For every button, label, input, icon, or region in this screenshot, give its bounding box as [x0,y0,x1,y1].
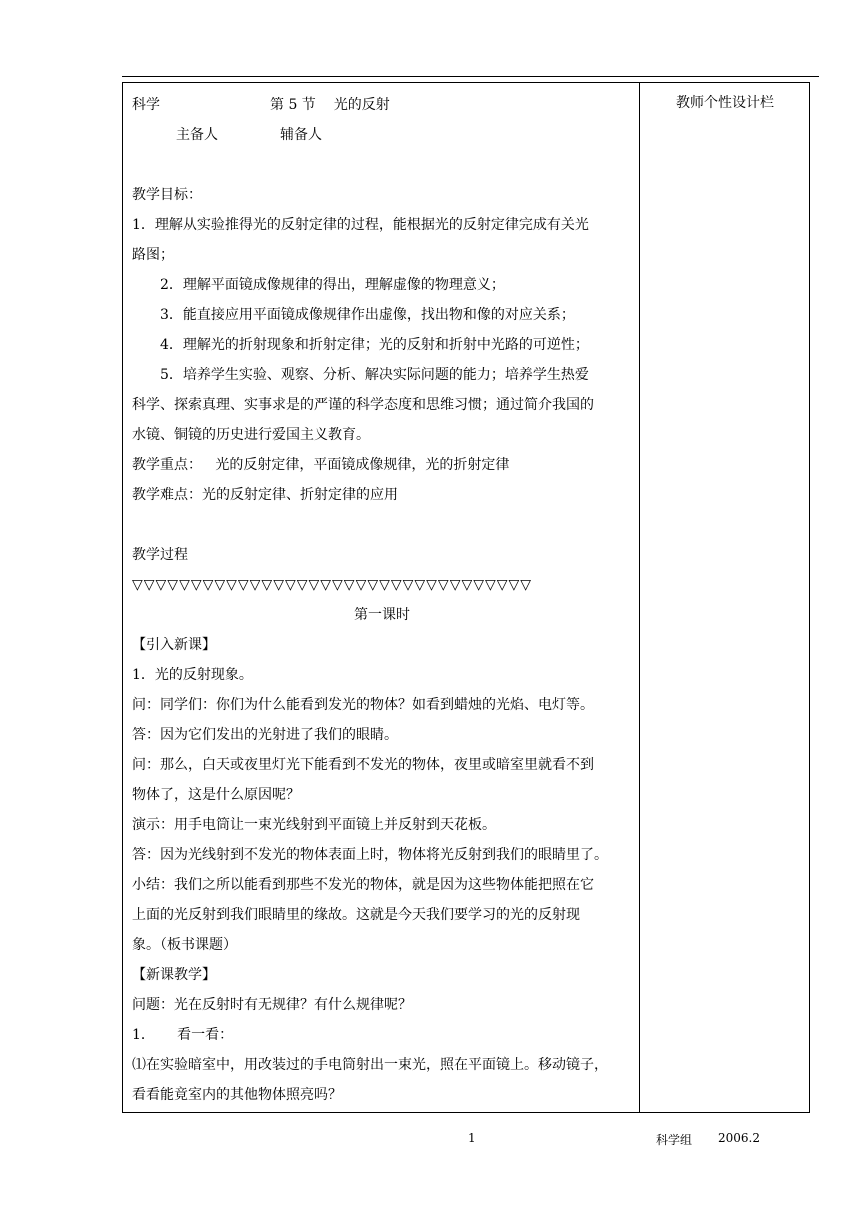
process-line: 答：因为它们发出的光射进了我们的眼睛。 [132,727,398,743]
difficulties: 教学难点：光的反射定律、折射定律的应用 [132,487,398,503]
process-line: 上面的光反射到我们眼睛里的缘故。这就是今天我们要学习的光的反射现 [132,907,580,923]
lesson-title: 光的反射 [333,97,390,113]
lesson-content [132,90,632,1110]
column-divider [639,82,640,1113]
process-line: 物体了，这是什么原因呢？ [132,787,300,803]
subject: 科学 [132,97,160,113]
objective-line: 3．能直接应用平面镜成像规律作出虚像，找出物和像的对应关系； [160,307,575,323]
process-line: 问：同学们：你们为什么能看到发光的物体？如看到蜡烛的光焰、电灯等。 [132,697,594,713]
process-line: 演示：用手电筒让一束光线射到平面镜上并反射到天花板。 [132,817,496,833]
objective-line: 路图； [132,247,174,263]
side-column-title: 教师个性设计栏 [676,95,774,111]
triangle-divider: ▽▽▽▽▽▽▽▽▽▽▽▽▽▽▽▽▽▽▽▽▽▽▽▽▽▽▽▽▽▽▽▽▽▽ [132,577,533,593]
main-preparer: 主备人 [176,127,218,143]
process-line: 小结：我们之所以能看到那些不发光的物体，就是因为这些物体能把照在它 [132,877,594,893]
objective-line: 5．培养学生实验、观察、分析、解决实际问题的能力；培养学生热爱 [160,367,589,383]
header-rule [122,76,819,77]
process-line: 1． 看一看： [132,1027,234,1043]
process-line: 【引入新课】 [132,637,216,653]
process-line: 问题：光在反射时有无规律？有什么规律呢？ [132,997,412,1013]
process-line: 问：那么，白天或夜里灯光下能看到不发光的物体，夜里或暗室里就看不到 [132,757,594,773]
page-number: 1 [468,1131,476,1145]
section-number: 第 5 节 [270,97,316,113]
objective-line: 1．理解从实验推得光的反射定律的过程，能根据光的反射定律完成有关光 [132,217,589,233]
process-line: ⑴在实验暗室中，用改装过的手电筒射出一束光，照在平面镜上。移动镜子， [132,1057,608,1073]
process-line: 象。（板书课题） [132,937,237,953]
objective-line: 科学、探索真理、实事求是的严谨的科学态度和思维习惯；通过简介我国的 [132,397,594,413]
process-line: 答：因为光线射到不发光的物体表面上时，物体将光反射到我们的眼睛里了。 [132,847,608,863]
objective-line: 2．理解平面镜成像规律的得出，理解虚像的物理意义； [160,277,505,293]
process-line: 看看能竟室内的其他物体照亮吗？ [132,1087,342,1103]
process-line: 【新课教学】 [132,967,216,983]
assistant-preparer: 辅备人 [280,127,322,143]
process-heading: 教学过程 [132,547,188,563]
objective-line: 水镜、铜镜的历史进行爱国主义教育。 [132,427,370,443]
process-line: 1．光的反射现象。 [132,667,253,683]
title-row [132,90,632,120]
objectives-heading: 教学目标： [132,187,202,203]
lesson-period: 第一课时 [354,607,410,623]
footer-group: 科学组 [656,1133,693,1147]
key-points: 教学重点： 光的反射定律，平面镜成像规律，光的折射定律 [132,457,510,473]
preparers-row [132,120,632,150]
footer-date: 2006.2 [718,1131,760,1145]
objective-line: 4．理解光的折射现象和折射定律；光的反射和折射中光路的可逆性； [160,337,589,353]
